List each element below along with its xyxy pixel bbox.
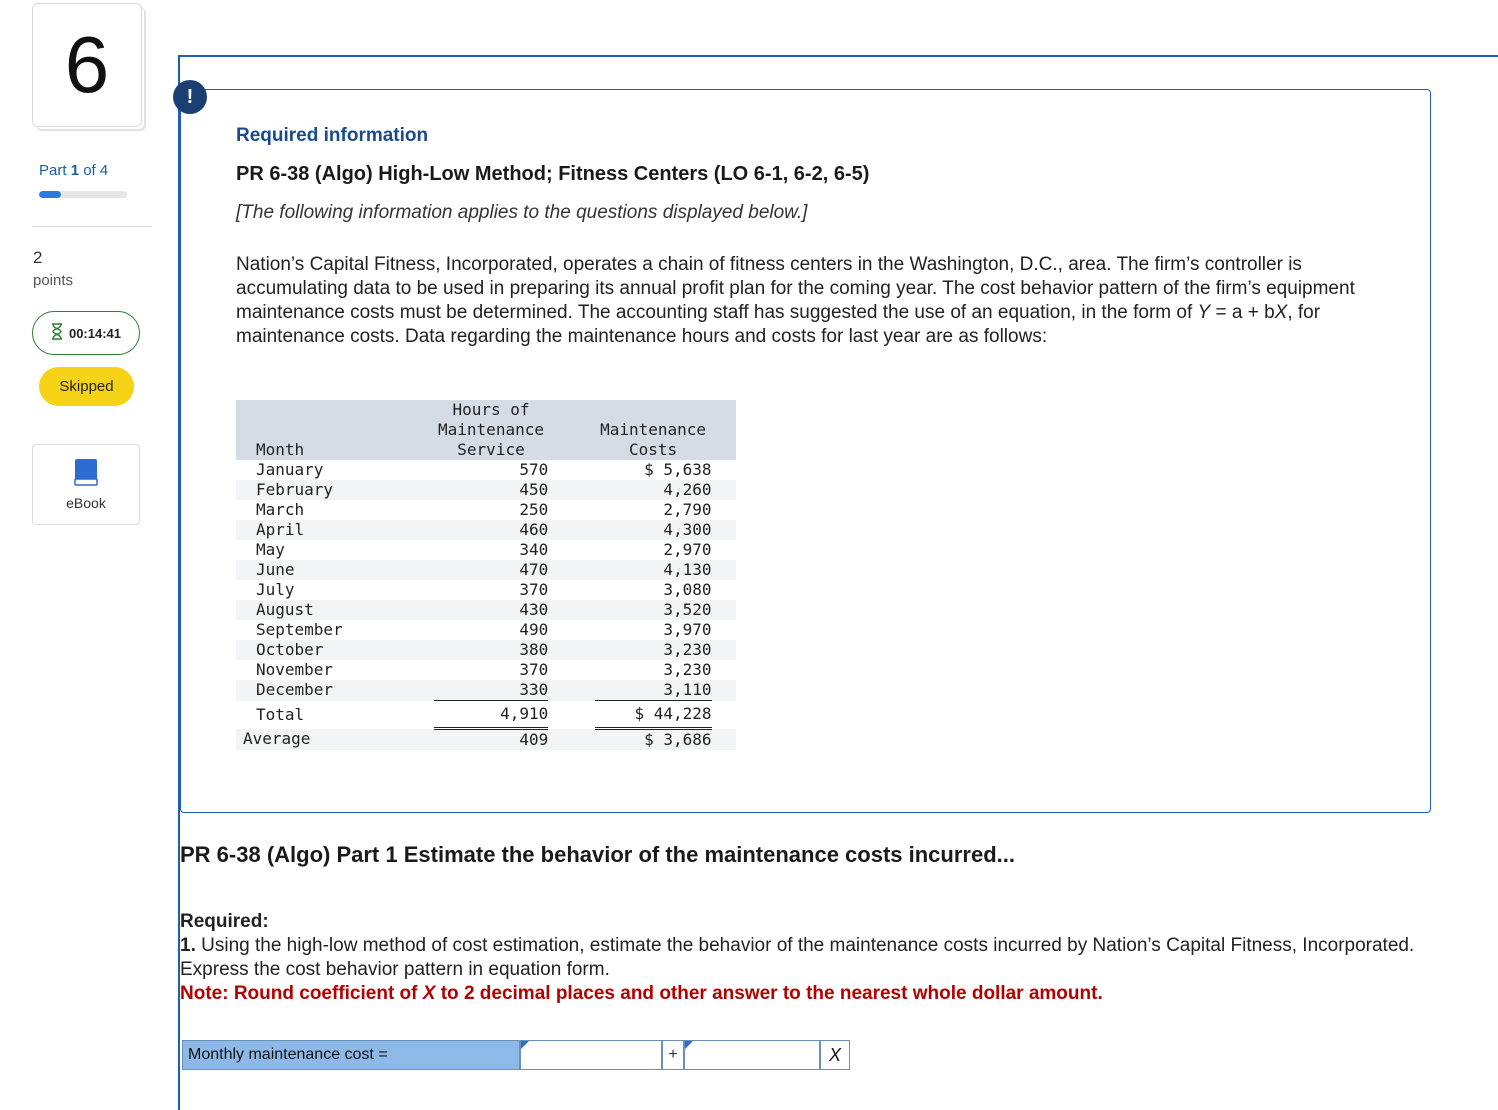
problem-description: Nation’s Capital Fitness, Incorporated, operates a chain of fitness centers in the Washington, D.C., area. The firm’s controller is accumulating data to be used in preparing its annual profit plan for the coming year. The cost behavior pattern of the firm’s equipment maintenance costs must be determined. The accounting staff has suggested the use of an equation, in the form of Y = a + bX, for maintenance costs. Data regarding the maintenance hours and costs for last year are as follows: bbox=[236, 254, 1355, 347]
row-hours: 250 bbox=[519, 500, 549, 519]
row-hours: 370 bbox=[519, 660, 549, 679]
table-row bbox=[236, 640, 736, 660]
timer[interactable] bbox=[32, 311, 140, 355]
row-cost: $ 5,638 bbox=[644, 460, 712, 479]
table-row bbox=[236, 680, 736, 701]
part-suffix: of 4 bbox=[83, 162, 109, 179]
book-icon bbox=[74, 458, 98, 489]
row-month: August bbox=[236, 600, 434, 620]
row-hours: 330 bbox=[434, 680, 549, 701]
table-row bbox=[236, 660, 736, 680]
table-row bbox=[236, 480, 736, 500]
timer-text: 00:14:41 bbox=[68, 325, 122, 341]
header-costs: Maintenance Costs bbox=[595, 400, 712, 460]
fixed-cost-input-cell[interactable] bbox=[520, 1040, 662, 1070]
row-month: November bbox=[256, 660, 334, 679]
row-hours: 430 bbox=[434, 600, 549, 620]
table-row bbox=[236, 560, 736, 580]
problem-title: PR 6-38 (Algo) High-Low Method; Fitness Centers (LO 6-1, 6-2, 6-5) bbox=[236, 163, 870, 185]
part-progress-fill bbox=[39, 191, 61, 198]
maintenance-data-table bbox=[236, 400, 736, 750]
points-value: 2 bbox=[33, 248, 43, 267]
plus-sign: + bbox=[662, 1040, 684, 1070]
ebook-button[interactable] bbox=[32, 444, 140, 525]
row-month: December bbox=[236, 680, 434, 701]
average-cost: $ 3,686 bbox=[595, 729, 712, 751]
part-progress-bar bbox=[39, 191, 127, 198]
row-cost: 3,080 bbox=[663, 580, 712, 599]
part-current: 1 bbox=[70, 162, 80, 179]
total-cost: $ 44,228 bbox=[595, 701, 712, 729]
row-month: April bbox=[236, 520, 434, 540]
table-row bbox=[236, 540, 736, 560]
part-heading: PR 6-38 (Algo) Part 1 Estimate the behavior of the maintenance costs incurred... bbox=[180, 842, 1015, 867]
table-row bbox=[236, 460, 736, 480]
total-label: Total bbox=[256, 704, 305, 724]
row-hours: 470 bbox=[434, 560, 549, 580]
row-month: May bbox=[256, 540, 285, 559]
required-block bbox=[180, 910, 1470, 1006]
header-hours: Hours of Maintenance Service bbox=[434, 400, 549, 460]
points-label: points bbox=[33, 272, 74, 289]
header-month: Month bbox=[236, 400, 434, 460]
table-row bbox=[236, 600, 736, 620]
sidebar-divider bbox=[32, 226, 152, 227]
variable-rate-input[interactable] bbox=[685, 1041, 819, 1069]
part-prefix: Part bbox=[39, 162, 67, 179]
variable-rate-input-cell[interactable] bbox=[684, 1040, 820, 1070]
row-month: March bbox=[256, 500, 305, 519]
row-cost: 4,300 bbox=[595, 520, 712, 540]
ebook-label: eBook bbox=[66, 495, 106, 511]
row-cost: 4,260 bbox=[595, 480, 712, 500]
part-indicator bbox=[39, 162, 108, 179]
table-row bbox=[236, 620, 736, 640]
row-cost: 2,790 bbox=[663, 500, 712, 519]
row-hours: 380 bbox=[434, 640, 549, 660]
row-hours: 340 bbox=[519, 540, 549, 559]
row-cost: 3,230 bbox=[663, 660, 712, 679]
row-cost: 4,130 bbox=[595, 560, 712, 580]
table-row bbox=[236, 500, 736, 520]
row-cost: 3,970 bbox=[663, 620, 712, 639]
required-info-heading: Required information bbox=[236, 125, 429, 146]
row-cost: 2,970 bbox=[663, 540, 712, 559]
table-header-row bbox=[236, 400, 736, 460]
row-hours: 370 bbox=[519, 580, 549, 599]
row-hours: 460 bbox=[434, 520, 549, 540]
row-hours: 490 bbox=[519, 620, 549, 639]
average-hours: 409 bbox=[434, 729, 549, 751]
table-row bbox=[236, 520, 736, 540]
required-item: 1. Using the high-low method of cost estimation, estimate the behavior of the maintenance costs incurred by Nation’s Capital Fitness, Incorporated. Express the cost behavior pattern in equation form. bbox=[180, 935, 1415, 980]
required-label: Required: bbox=[180, 911, 269, 932]
alert-icon: ! bbox=[173, 80, 207, 114]
frame-top-border bbox=[178, 55, 1498, 57]
table-total-row bbox=[236, 701, 736, 729]
status-badge: Skipped bbox=[39, 367, 134, 406]
rounding-note: Note: Round coefficient of X to 2 decimal places and other answer to the nearest whole dollar amount. bbox=[180, 983, 1103, 1004]
question-number: 6 bbox=[64, 20, 110, 109]
fixed-cost-input[interactable] bbox=[521, 1041, 661, 1069]
applies-note: [The following information applies to the questions displayed below.] bbox=[236, 202, 808, 223]
x-variable-label: X bbox=[820, 1040, 850, 1070]
row-hours: 450 bbox=[434, 480, 549, 500]
average-label: Average bbox=[236, 729, 434, 751]
row-cost: 3,230 bbox=[595, 640, 712, 660]
answer-row bbox=[182, 1040, 850, 1070]
row-cost: 3,520 bbox=[595, 600, 712, 620]
row-month: October bbox=[236, 640, 434, 660]
table-average-row bbox=[236, 729, 736, 751]
row-cost: 3,110 bbox=[595, 680, 712, 701]
row-month: June bbox=[236, 560, 434, 580]
row-month: February bbox=[236, 480, 434, 500]
row-month: September bbox=[256, 620, 343, 639]
row-hours: 570 bbox=[519, 460, 549, 479]
answer-label: Monthly maintenance cost = bbox=[182, 1040, 520, 1070]
hourglass-icon bbox=[51, 323, 63, 343]
total-hours: 4,910 bbox=[434, 701, 549, 729]
row-month: July bbox=[256, 580, 295, 599]
row-month: January bbox=[256, 460, 324, 479]
table-row bbox=[236, 580, 736, 600]
question-number-card bbox=[32, 3, 142, 127]
